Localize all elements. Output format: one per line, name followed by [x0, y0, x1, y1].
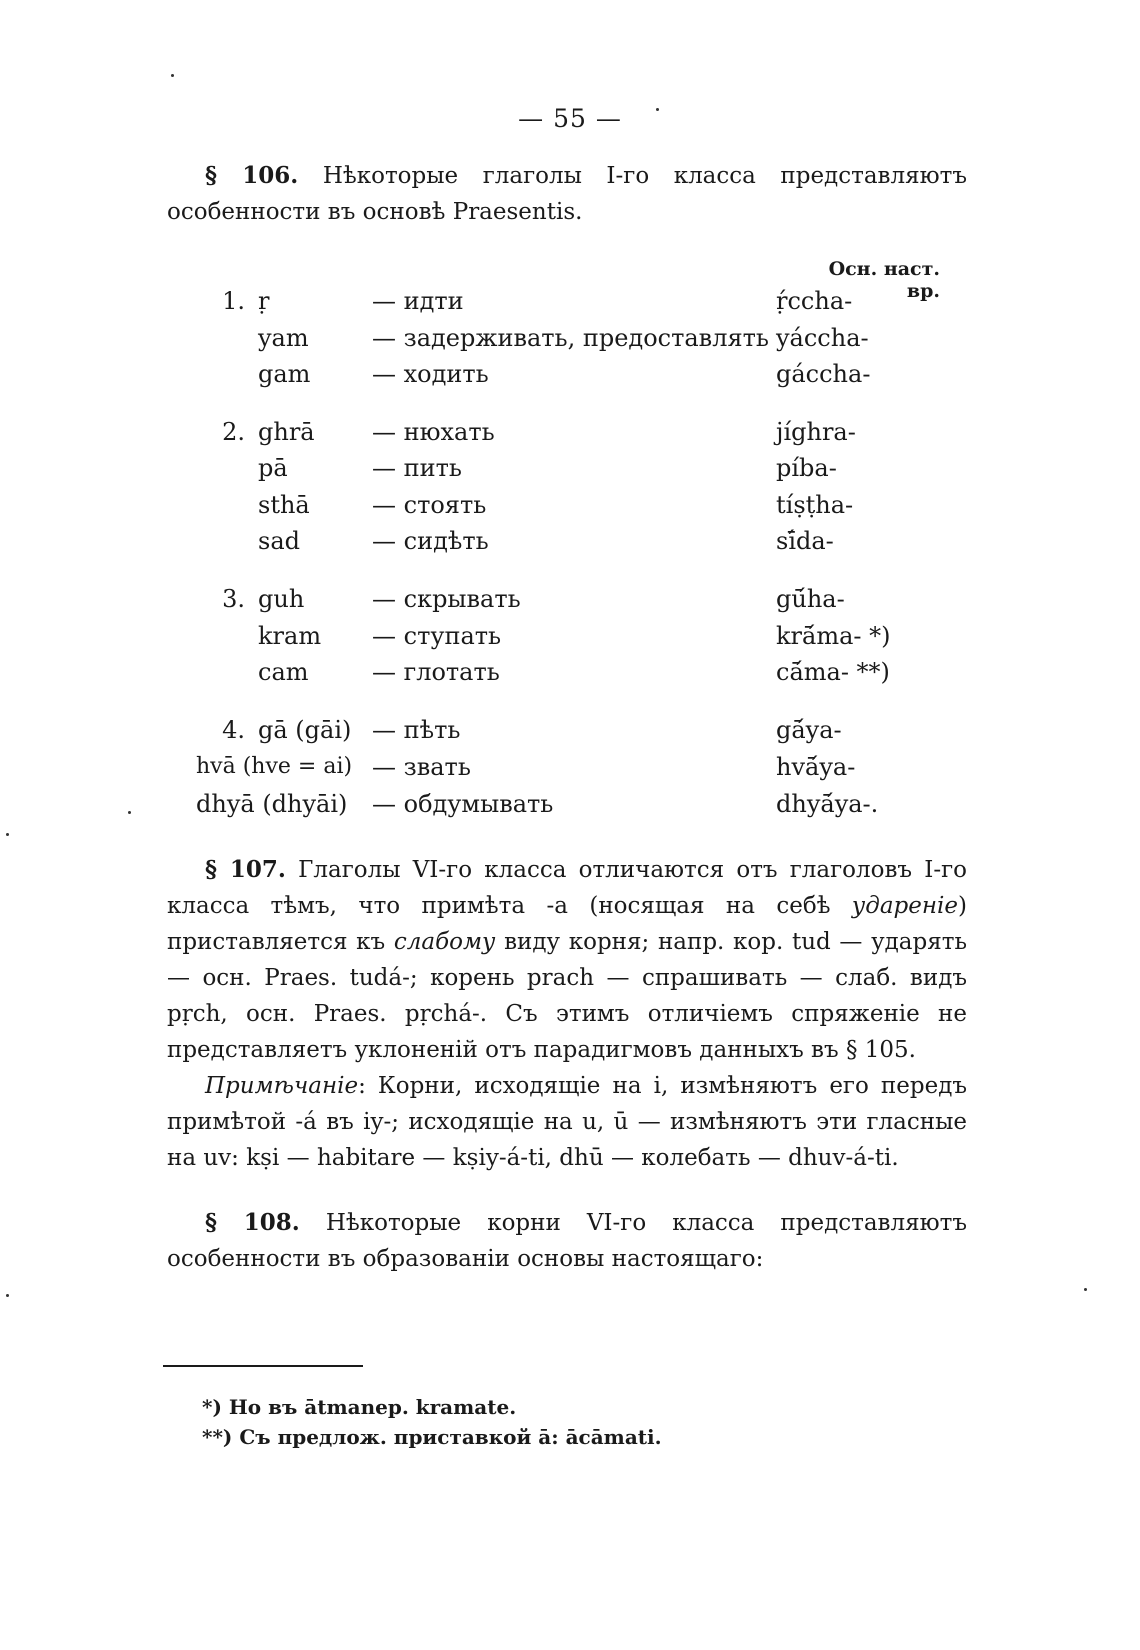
present-stem: sī́da-	[776, 527, 834, 555]
stem-column-header: Осн. наст. вр.	[828, 258, 940, 302]
section-108	[167, 1205, 967, 1277]
verb-root: pā	[258, 454, 288, 482]
section-107	[167, 852, 967, 1068]
page-number: — 55 —	[518, 104, 622, 133]
present-stem: hvā́ya-	[776, 753, 856, 781]
verb-root: gā (gāi)	[258, 716, 352, 744]
verb-meaning: — ходить	[372, 360, 489, 388]
emphasis-udarenie: удареніе	[851, 893, 959, 919]
verb-root: kram	[258, 622, 322, 650]
section-107-marker: § 107.	[205, 856, 286, 883]
present-stem: gā́ya-	[776, 716, 842, 744]
verb-meaning: — скрывать	[372, 585, 521, 613]
scan-speck	[171, 74, 174, 77]
verb-meaning: — ступать	[372, 622, 502, 650]
scan-speck	[6, 1294, 9, 1297]
section-106	[167, 158, 967, 230]
present-stem: gáccha-	[776, 360, 871, 388]
scan-speck	[656, 108, 659, 111]
scan-speck	[1084, 1288, 1087, 1291]
present-stem: dhyā́ya-.	[776, 790, 879, 818]
verb-meaning: — сидѣть	[372, 527, 489, 555]
verb-root: sad	[258, 527, 300, 555]
section-108-marker: § 108.	[205, 1209, 300, 1236]
verb-root: sthā	[258, 491, 310, 519]
verb-root: cam	[258, 658, 309, 686]
verb-root: hvā (hve = ai)	[196, 754, 353, 779]
group-number: 1.	[222, 287, 245, 315]
verb-meaning: — идти	[372, 287, 464, 315]
verb-root: ṛ	[258, 287, 270, 315]
section-107-text: Глаголы VI-го класса отличаются отъ глаголовъ I-го класса тѣмъ, что примѣта -a (носящая на себѣ	[167, 857, 968, 919]
group-number: 2.	[222, 418, 245, 446]
group-number: 4.	[222, 716, 245, 744]
present-stem: cā́ma- **)	[776, 658, 890, 686]
verb-meaning: — задерживать, предоставлять	[372, 324, 769, 352]
present-stem: jíghra-	[776, 418, 856, 446]
verb-meaning: — звать	[372, 753, 471, 781]
group-number: 3.	[222, 585, 245, 613]
emphasis-slabomu: слабому	[393, 929, 496, 955]
verb-meaning: — обдумывать	[372, 790, 554, 818]
note-107	[167, 1068, 967, 1176]
section-107-text: ) приставляется къ	[167, 893, 967, 955]
section-106-text: Нѣкоторые глаголы I-го класса представляютъ особенности въ основѣ Praesentis.	[167, 163, 967, 225]
present-stem: píba-	[776, 454, 837, 482]
present-stem: ṛ́ccha-	[776, 287, 853, 315]
verb-meaning: — нюхать	[372, 418, 495, 446]
section-106-marker: § 106.	[205, 162, 299, 189]
verb-root: gam	[258, 360, 311, 388]
section-107-text: виду корня; напр. кор. tud — ударять — осн. Praes. tudá-; корень prach — спрашивать — слаб. видъ pṛch, осн. Praes. pṛchá-. Съ этимъ отличіемъ спряженіе не представляетъ уклоненій отъ парадигмовъ данныхъ въ § 105.	[167, 929, 967, 1063]
present-stem: yáccha-	[776, 324, 869, 352]
section-108-text: Нѣкоторые корни VI-го класса представляютъ особенности въ образованіи основы настоящаго:	[167, 1210, 968, 1272]
verb-meaning: — стоять	[372, 491, 487, 519]
verb-meaning: — глотать	[372, 658, 500, 686]
verb-meaning: — пѣть	[372, 716, 461, 744]
verb-root: ghrā	[258, 418, 315, 446]
note-text: : Корни, исходящіе на i, измѣняютъ его передъ примѣтой -á въ iy-; исходящіе на u, ū — измѣняютъ эти гласные на uv: kṣi — habitare — kṣiy-á-ti, dhū — колебать — dhuv-á-ti.	[167, 1073, 967, 1171]
present-stem: tíṣṭha-	[776, 491, 854, 519]
present-stem: gū́ha-	[776, 585, 845, 613]
footnote-1: *) Но въ ātmanep. kramate.	[202, 1395, 517, 1419]
footnote-2: **) Съ предлож. приставкой ā: ācāmati.	[202, 1425, 662, 1449]
verb-root: dhyā (dhyāi)	[196, 790, 348, 818]
present-stem: krā́ma- *)	[776, 622, 891, 650]
verb-root: yam	[258, 324, 309, 352]
verb-meaning: — пить	[372, 454, 462, 482]
footnote-rule	[163, 1365, 363, 1367]
verb-root: guh	[258, 585, 305, 613]
scan-speck	[6, 833, 9, 836]
scan-speck	[128, 811, 131, 814]
note-label: Примѣчаніе	[205, 1073, 359, 1099]
